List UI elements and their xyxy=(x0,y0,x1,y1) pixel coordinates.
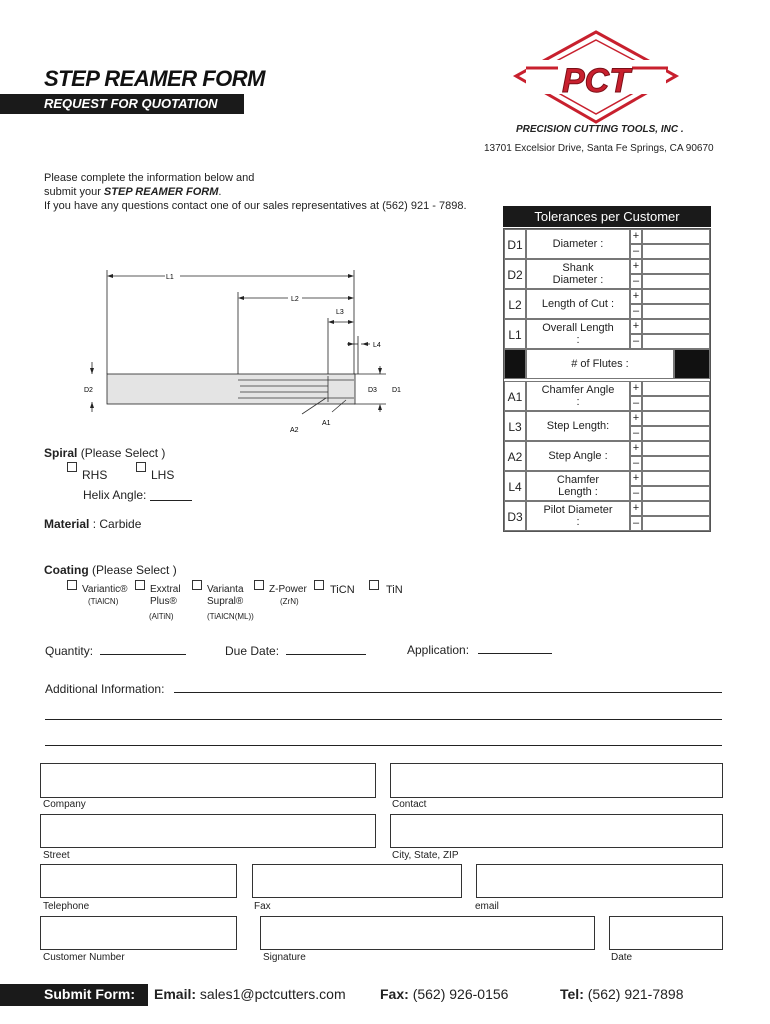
quantity-label: Quantity: xyxy=(45,644,94,658)
tolerance-minus-field-d3[interactable] xyxy=(642,516,710,531)
helix-angle-field[interactable] xyxy=(150,500,192,501)
footer-email-label: Email: xyxy=(154,986,197,1002)
intro-line2-c: . xyxy=(218,186,222,198)
pct-logo xyxy=(512,30,680,124)
tolerance-minus-sign-d1: – xyxy=(630,244,642,259)
material-label: Material xyxy=(44,517,90,531)
coating-label: Coating xyxy=(44,563,89,577)
tolerance-minus-field-l1[interactable] xyxy=(642,334,710,349)
email-field[interactable] xyxy=(476,864,723,898)
material-value: : Carbide xyxy=(92,517,142,531)
coating-variantic-sub: (TiAlCN) xyxy=(88,597,119,606)
tolerance-label-a2: Step Angle : xyxy=(526,441,630,471)
tolerance-minus-sign-l4: – xyxy=(630,486,642,501)
coating-varianta-sub: (TiAlCN(ML)) xyxy=(207,612,254,621)
spiral-hint: (Please Select ) xyxy=(80,446,166,460)
tolerance-label-flutes: # of Flutes : xyxy=(526,349,674,379)
tolerance-plus-field-a1[interactable] xyxy=(642,381,710,396)
logo-text: PCT xyxy=(562,62,630,100)
coating-variantic-label: Variantic® xyxy=(82,584,128,595)
footer-fax-value: (562) 926-0156 xyxy=(412,986,509,1002)
tolerance-plus-field-d2[interactable] xyxy=(642,259,710,274)
fax-label: Fax xyxy=(254,901,271,912)
customer-number-label: Customer Number xyxy=(43,952,125,963)
flutes-field[interactable] xyxy=(674,349,710,379)
footer-fax-label: Fax: xyxy=(380,986,409,1002)
tolerance-code-l2: L2 xyxy=(504,289,526,319)
tolerance-minus-sign-d3: – xyxy=(630,516,642,531)
coating-tin-label: TiN xyxy=(386,584,403,596)
company-address: 13701 Excelsior Drive, Santa Fe Springs, CA 90670 xyxy=(484,143,714,154)
due-date-field[interactable] xyxy=(286,654,366,655)
city-state-zip-label: City, State, ZIP xyxy=(392,850,459,861)
tolerance-plus-sign-a1: + xyxy=(630,381,642,396)
application-label: Application: xyxy=(407,643,470,657)
fax-field[interactable] xyxy=(252,864,462,898)
additional-info-field-2[interactable] xyxy=(45,719,722,720)
coating-checkbox-varianta[interactable] xyxy=(192,580,202,590)
dim-l2: L2 xyxy=(291,296,299,303)
spiral-section xyxy=(44,446,165,460)
coating-ticn-label: TiCN xyxy=(330,584,355,596)
tolerance-label-l3: Step Length: xyxy=(526,411,630,441)
dim-a1: A1 xyxy=(322,420,331,427)
quantity-field[interactable] xyxy=(100,654,186,655)
tolerance-code-d3: D3 xyxy=(504,501,526,531)
tolerance-label-d3: Pilot Diameter : xyxy=(526,501,630,531)
coating-varianta-label: Varianta Supral® xyxy=(207,584,244,607)
tolerance-plus-field-l4[interactable] xyxy=(642,471,710,486)
coating-section xyxy=(44,563,177,577)
tolerance-plus-sign-l3: + xyxy=(630,411,642,426)
dim-d3: D3 xyxy=(368,387,377,394)
intro-line3: If you have any questions contact one of our sales representatives at (562) 921 - 7898. xyxy=(44,200,467,212)
dim-l4: L4 xyxy=(373,342,381,349)
dim-d1: D1 xyxy=(392,387,401,394)
tolerances-table xyxy=(503,228,711,532)
tolerance-plus-field-d1[interactable] xyxy=(642,229,710,244)
intro-line2-a: submit your xyxy=(44,186,104,198)
rhs-checkbox[interactable] xyxy=(67,462,77,472)
date-field[interactable] xyxy=(609,916,723,950)
date-label: Date xyxy=(611,952,633,963)
tolerance-code-l1: L1 xyxy=(504,319,526,349)
tolerance-minus-field-l4[interactable] xyxy=(642,486,710,501)
rhs-label: RHS xyxy=(82,468,108,482)
street-field[interactable] xyxy=(40,814,376,848)
tolerance-minus-sign-l3: – xyxy=(630,426,642,441)
tolerance-label-d1: Diameter : xyxy=(526,229,630,259)
intro-line1: Please complete the information below and xyxy=(44,172,255,184)
due-date-label: Due Date: xyxy=(225,644,280,658)
additional-info-field-1[interactable] xyxy=(174,692,722,693)
tolerance-minus-sign-a1: – xyxy=(630,396,642,411)
step-reamer-diagram xyxy=(80,262,420,442)
lhs-label: LHS xyxy=(151,468,175,482)
customer-number-field[interactable] xyxy=(40,916,237,950)
tolerance-label-l2: Length of Cut : xyxy=(526,289,630,319)
coating-checkbox-tin[interactable] xyxy=(369,580,379,590)
spiral-label: Spiral xyxy=(44,446,78,460)
street-label: Street xyxy=(43,850,70,861)
material-section xyxy=(44,517,141,531)
email-label: email xyxy=(475,901,499,912)
tolerance-plus-sign-d3: + xyxy=(630,501,642,516)
tolerance-minus-field-d2[interactable] xyxy=(642,274,710,289)
company-label: Company xyxy=(43,799,86,810)
helix-angle-label: Helix Angle: xyxy=(83,488,147,502)
tolerance-code-flutes xyxy=(504,349,526,379)
tolerance-plus-sign-l4: + xyxy=(630,471,642,486)
coating-checkbox-ticn[interactable] xyxy=(314,580,324,590)
tolerance-plus-sign-l1: + xyxy=(630,319,642,334)
tolerance-label-d2: Shank Diameter : xyxy=(526,259,630,289)
footer-email[interactable] xyxy=(154,986,346,1002)
lhs-checkbox[interactable] xyxy=(136,462,146,472)
dim-a2: A2 xyxy=(290,427,299,434)
footer-tel-value: (562) 921-7898 xyxy=(587,986,684,1002)
tolerance-plus-sign-a2: + xyxy=(630,441,642,456)
tolerance-minus-field-a1[interactable] xyxy=(642,396,710,411)
submit-form-label: Submit Form: xyxy=(44,986,135,1002)
intro-text xyxy=(44,171,467,213)
dim-d2: D2 xyxy=(84,387,93,394)
additional-info-label: Additional Information: xyxy=(45,682,165,696)
city-state-zip-field[interactable] xyxy=(390,814,723,848)
tolerance-minus-sign-a2: – xyxy=(630,456,642,471)
footer-tel-label: Tel: xyxy=(560,986,584,1002)
tolerance-code-l3: L3 xyxy=(504,411,526,441)
contact-field[interactable] xyxy=(390,763,723,798)
tolerance-plus-field-l3[interactable] xyxy=(642,411,710,426)
signature-field[interactable] xyxy=(260,916,595,950)
submit-form-banner xyxy=(0,984,148,1006)
coating-checkbox-exxtral[interactable] xyxy=(135,580,145,590)
tolerance-label-a1: Chamfer Angle : xyxy=(526,381,630,411)
footer-fax xyxy=(380,986,508,1002)
dim-l3: L3 xyxy=(336,309,344,316)
tolerance-minus-field-l2[interactable] xyxy=(642,304,710,319)
subtitle-banner xyxy=(0,94,244,114)
tolerance-label-l1: Overall Length : xyxy=(526,319,630,349)
form-title: STEP REAMER FORM xyxy=(44,66,265,91)
company-name: PRECISION CUTTING TOOLS, INC . xyxy=(516,124,684,135)
tolerance-minus-field-a2[interactable] xyxy=(642,456,710,471)
signature-label: Signature xyxy=(263,952,306,963)
coating-zpower-label: Z-Power xyxy=(269,584,307,595)
coating-checkbox-variantic[interactable] xyxy=(67,580,77,590)
tolerance-code-d1: D1 xyxy=(504,229,526,259)
tolerance-plus-field-a2[interactable] xyxy=(642,441,710,456)
coating-zpower-sub: (ZrN) xyxy=(280,597,299,606)
tolerance-minus-field-d1[interactable] xyxy=(642,244,710,259)
tolerance-plus-sign-l2: + xyxy=(630,289,642,304)
tolerance-label-l4: Chamfer Length : xyxy=(526,471,630,501)
footer-tel xyxy=(560,986,684,1002)
contact-label: Contact xyxy=(392,799,427,810)
tolerance-minus-sign-d2: – xyxy=(630,274,642,289)
telephone-label: Telephone xyxy=(43,901,90,912)
tolerance-code-a1: A1 xyxy=(504,381,526,411)
coating-hint: (Please Select ) xyxy=(92,563,177,577)
dim-l1: L1 xyxy=(166,274,174,281)
additional-info-field-3[interactable] xyxy=(45,745,722,746)
tolerances-title: Tolerances per Customer xyxy=(503,206,711,227)
tolerance-minus-sign-l1: – xyxy=(630,334,642,349)
coating-exxtral-label: Exxtral Plus® xyxy=(150,584,181,607)
tolerance-code-a2: A2 xyxy=(504,441,526,471)
company-field[interactable] xyxy=(40,763,376,798)
coating-exxtral-sub: (AlTiN) xyxy=(149,612,174,621)
tolerance-plus-field-d3[interactable] xyxy=(642,501,710,516)
footer-email-value: sales1@pctcutters.com xyxy=(199,986,346,1002)
telephone-field[interactable] xyxy=(40,864,237,898)
application-field[interactable] xyxy=(478,653,552,654)
tolerance-plus-sign-d2: + xyxy=(630,259,642,274)
coating-checkbox-zpower[interactable] xyxy=(254,580,264,590)
tolerance-plus-field-l2[interactable] xyxy=(642,289,710,304)
tolerance-plus-sign-d1: + xyxy=(630,229,642,244)
tolerance-code-d2: D2 xyxy=(504,259,526,289)
tolerance-minus-field-l3[interactable] xyxy=(642,426,710,441)
tolerance-code-l4: L4 xyxy=(504,471,526,501)
subtitle: REQUEST FOR QUOTATION xyxy=(44,96,218,111)
tolerance-plus-field-l1[interactable] xyxy=(642,319,710,334)
intro-line2-b: STEP REAMER FORM xyxy=(103,186,219,198)
intro-line2 xyxy=(44,185,467,199)
tolerance-minus-sign-l2: – xyxy=(630,304,642,319)
